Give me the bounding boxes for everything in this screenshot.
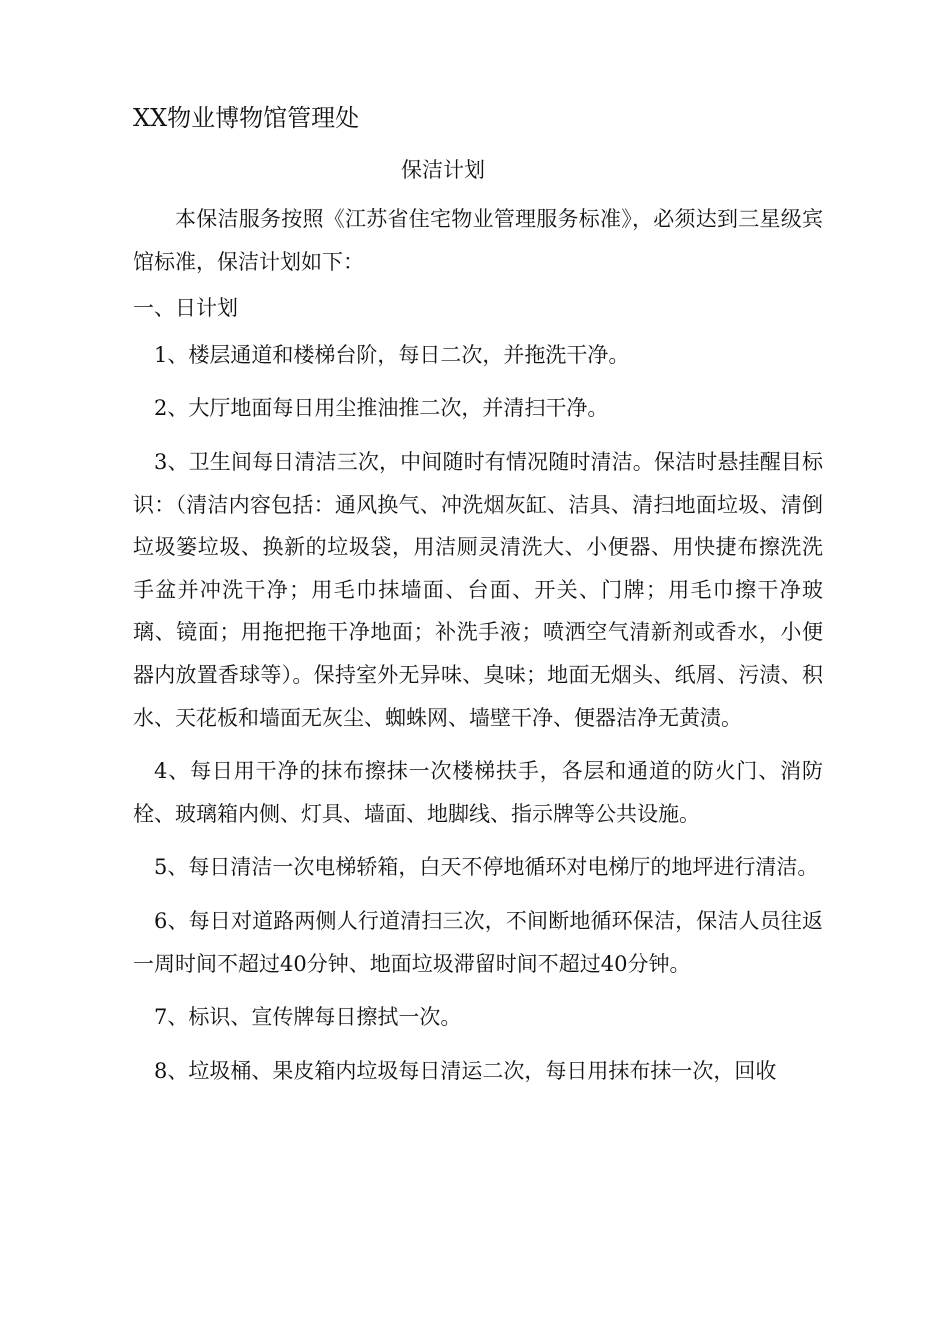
list-item: 4、每日用干净的抹布擦抹一次楼梯扶手，各层和通道的防火门、消防栓、玻璃箱内侧、灯具、墙面、地脚线、指示牌等公共设施。 xyxy=(133,759,823,826)
list-item: 8、垃圾桶、果皮箱内垃圾每日清运二次，每日用抹布抹一次，回收 xyxy=(154,1058,777,1083)
list-item: 7、标识、宣传牌每日擦拭一次。 xyxy=(154,1005,462,1030)
list-item: 1、楼层通道和楼梯台阶，每日二次，并拖洗干净。 xyxy=(154,342,630,367)
intro-paragraph: 本保洁服务按照《江苏省住宅物业管理服务标准》，必须达到三星级宾馆标准，保洁计划如下： xyxy=(133,207,823,274)
list-item: 6、每日对道路两侧人行道清扫三次，不间断地循环保洁，保洁人员往返一周时间不超过40分钟、地面垃圾滞留时间不超过40分钟。 xyxy=(133,908,823,976)
list-item: 5、每日清洁一次电梯轿箱，白天不停地循环对电梯厅的地坪进行清洁。 xyxy=(154,855,819,880)
list-item: 2、大厅地面每日用尘推油推二次，并清扫干净。 xyxy=(154,396,609,421)
document-title: 保洁计划 xyxy=(401,158,485,182)
section-heading-daily-plan: 一、日计划 xyxy=(133,296,238,321)
list-item: 3、卫生间每日清洁三次，中间随时有情况随时清洁。保洁时悬挂醒目标识：（清洁内容包括：通风换气、冲洗烟灰缸、洁具、清扫地面垃圾、清倒垃圾篓垃圾、换新的垃圾袋，用洁厕灵清洗大、小便器、用快捷布擦洗洗手盆并冲洗干净；用毛巾抹墙面、台面、开关、门牌；用毛巾擦干净玻璃、镜面；用拖把拖干净地面；补洗手液；喷洒空气清新剂或香水，小便器内放置香球等）。保持室外无异味、臭味；地面无烟头、纸屑、污渍、积水、天花板和墙面无灰尘、蜘蛛网、墙壁干净、便器洁净无黄渍。 xyxy=(133,449,823,730)
document-body xyxy=(133,198,823,1092)
organization-title: XX物业博物馆管理处 xyxy=(133,104,360,132)
